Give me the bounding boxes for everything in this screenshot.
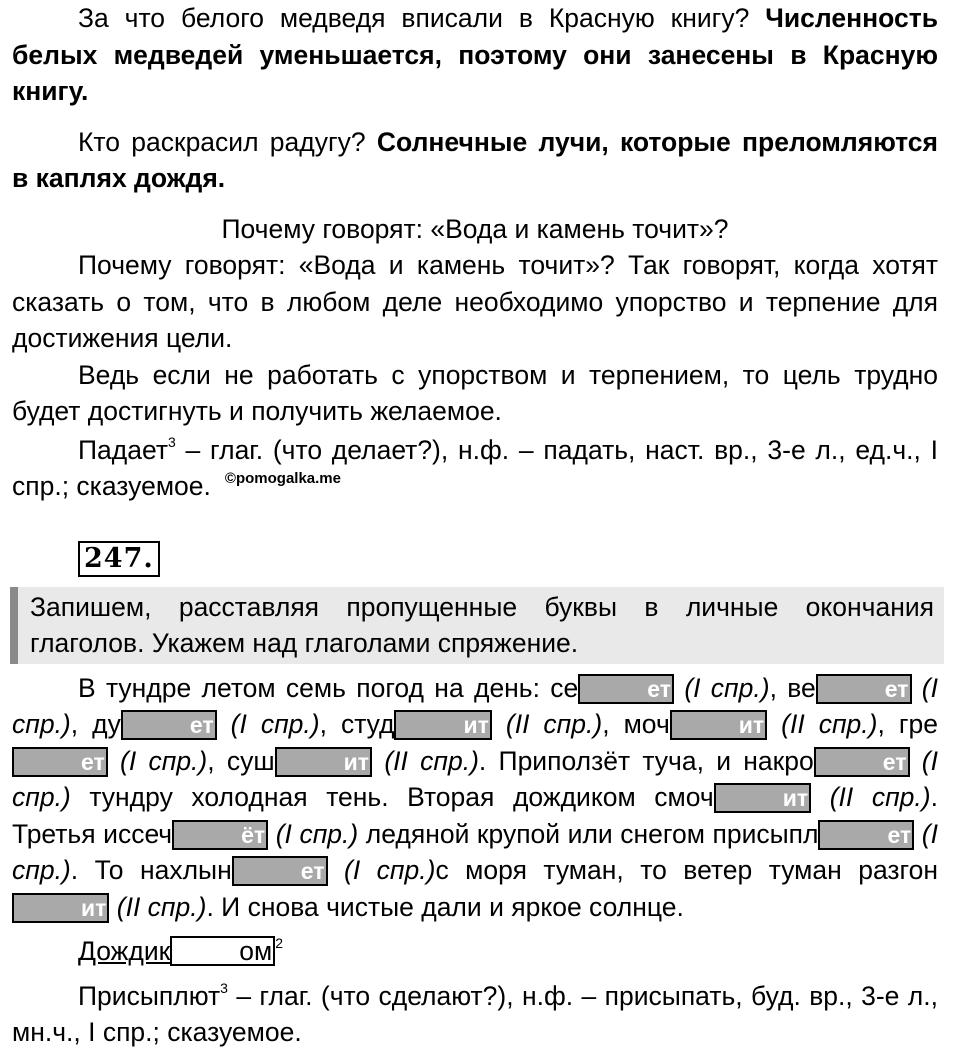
conjugation-note: (I спр.) [107,745,208,776]
exercise-number-row [12,540,938,577]
exercise-text [12,670,938,926]
verb-ending: ит [714,783,811,813]
verb-ending: ит [394,710,491,740]
conjugation-note: (I спр.) [216,709,320,739]
paragraph-patience: Ведь если не работать с упорством и терпением, то цель трудно будет достигнуть и получить желаемое. [12,359,938,426]
text-fragment: , гре [877,709,938,739]
analysis-index: 3 [167,433,176,450]
page [12,0,938,1051]
verb-ending: ет [814,747,910,777]
text-fragment: . Приползёт туча, и накро [478,745,814,776]
word-ending: ом [170,936,275,966]
verb-ending: ет [578,674,674,704]
exercise-number: 247. [78,541,160,577]
text-fragment: , студ [319,709,395,739]
conjugation-note: (II спр.) [811,782,931,812]
conjugation-note: (I спр.) [674,672,770,703]
verb-ending: ет [12,747,108,777]
stem-text: Дождик [78,936,171,966]
task-text: Запишем, расставляя пропущенные буквы в личные окончания глаголов. Укажем над глаголами спряжение. [30,591,934,658]
conjugation-note: (II спр.) [372,745,479,776]
text-fragment: . Третья иссеч [12,782,938,849]
conjugation-note: (I спр.) [12,818,938,885]
text-fragment: , суш [207,745,275,776]
text-fragment: В тундре летом семь погод на день: се [78,672,579,703]
conjugation-note: (I спр.) [12,672,938,739]
section-heading: Почему говорят: «Вода и камень точит»? [221,213,729,244]
conjugation-note: (I спр.) [12,745,938,812]
conjugation-note: (I спр.) [327,855,436,885]
analysis-index: 3 [220,979,228,996]
text-fragment: с моря туман, то ветер туман разгон [435,855,939,885]
text-fragment: . И снова чистые дали и яркое солнце. [206,891,684,922]
text-fragment: , ду [70,709,121,739]
text-fragment: , моч [602,709,670,739]
answer-text: Численность белых медведей уменьшается, поэтому они занесены в Красную книгу. [12,3,938,106]
text-fragment: тундру холодная тень. Вторая дождиком смоч [70,782,714,812]
analysis-text: – глаг. (что сделают?), н.ф. – присыпать, буд. вр., 3-е л., мн.ч., I спр.; сказуемое. [12,980,938,1047]
paragraph-morph-analysis-1 [12,432,938,510]
verb-ending: ит [12,893,109,923]
analysis-text: – глаг. (что делает?), н.ф. – падать, наст. вр., 3-е л., ед.ч., I спр.; сказуемое. [12,434,938,501]
question-text: Кто раскрасил радугу? [78,126,366,157]
verb-ending: ет [232,856,328,886]
task-box [10,587,944,664]
answer-text: Солнечные лучи, которые преломляются в каплях дождя. [12,126,938,193]
text-fragment: . То нахлын [70,855,232,885]
verb-ending: ит [670,710,767,740]
paragraph-rainbow [12,124,938,197]
verb-ending: ёт [172,820,268,850]
word-stem [78,936,275,966]
verb-ending: ет [818,820,914,850]
paragraph-proverb-meaning: Почему говорят: «Вода и камень точит»? Так говорят, когда хотят сказать о том, что в любом деле необходимо упорство и терпение для достижения цели. [12,250,938,353]
analyzed-word: Падает [78,434,168,465]
verb-ending: ет [121,710,217,740]
text-fragment: , ве [769,672,816,703]
text-fragment: ледяной крупой или снегом присыпл [358,818,819,849]
word-analysis [12,933,938,970]
paragraph-polar-bear [12,0,938,110]
watermark: ©pomogalka.me [224,470,341,487]
paragraph-morph-analysis-2 [12,978,938,1051]
question-text: За что белого медведя вписали в Красную книгу? [78,3,750,33]
conjugation-note: (II спр.) [491,709,603,739]
conjugation-note: (II спр.) [767,709,878,739]
verb-ending: ет [816,674,912,704]
conjugation-note: (I спр.) [268,818,359,849]
analysis-index: 2 [275,935,284,951]
conjugation-note: (II спр.) [109,891,207,922]
verb-ending: ит [275,747,372,777]
analyzed-word: Присыплют [78,980,221,1011]
